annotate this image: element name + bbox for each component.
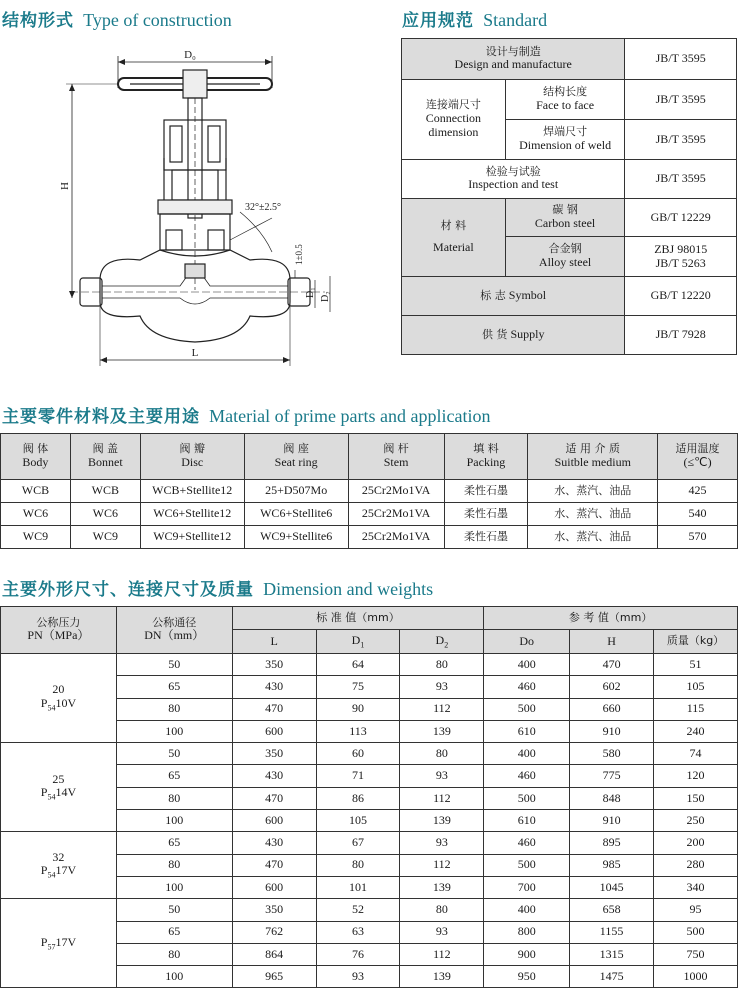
pn-code <box>3 697 114 713</box>
dimensions-title-en: Dimension and weights <box>263 579 434 599</box>
table-cell: 800 <box>484 921 570 943</box>
std-conn-cell <box>402 80 506 160</box>
pn-code-part: 57 <box>47 941 56 951</box>
table-cell: 60 <box>316 743 400 765</box>
table-cell: 1000 <box>654 966 738 988</box>
std-weld-cell <box>505 120 625 160</box>
pn-code-part: P <box>40 934 48 949</box>
table-cell: 139 <box>400 720 484 742</box>
table-cell: 90 <box>316 698 400 720</box>
table-row <box>1 654 738 676</box>
table-cell: 51 <box>654 654 738 676</box>
std-face-zh: 结构长度 <box>543 85 588 99</box>
std-alloy-val1: ZBJ 98015 <box>654 241 708 256</box>
label-l: L <box>191 347 199 359</box>
table-cell: 52 <box>316 899 400 921</box>
table-cell: 610 <box>484 720 570 742</box>
dim-col-h: H <box>570 630 654 654</box>
table-cell: 93 <box>400 765 484 787</box>
pn-group-cell <box>1 654 117 743</box>
mat-h-6 <box>528 434 658 480</box>
table-cell: 500 <box>484 854 570 876</box>
pn-code-part: 54 <box>47 870 56 880</box>
dimensions-header-row-1 <box>1 607 738 630</box>
std-design-val: JB/T 3595 <box>625 39 737 80</box>
std-symbol-val: GB/T 12220 <box>625 277 737 316</box>
table-cell: 470 <box>232 698 316 720</box>
table-row <box>1 480 738 503</box>
table-cell: WC9+Stellite12 <box>140 526 244 549</box>
std-carbon-en: Carbon steel <box>534 215 596 230</box>
table-cell: 700 <box>484 876 570 898</box>
mat-h-0-en: Body <box>22 454 49 469</box>
dim-col-d2 <box>400 630 484 654</box>
std-weld-val: JB/T 3595 <box>625 120 737 160</box>
mat-h-2-en: Disc <box>181 454 204 469</box>
table-cell: 50 <box>116 743 232 765</box>
std-symbol-cell <box>402 277 625 316</box>
table-cell: 80 <box>400 743 484 765</box>
table-cell: 350 <box>232 743 316 765</box>
std-conn-zh: 连接端尺寸 <box>425 98 481 112</box>
table-cell: 460 <box>484 676 570 698</box>
table-cell: 600 <box>232 810 316 832</box>
table-cell: 500 <box>654 921 738 943</box>
dim-col-l: L <box>232 630 316 654</box>
table-row <box>1 503 738 526</box>
table-cell: 65 <box>116 765 232 787</box>
std-symbol-en: Symbol <box>508 288 547 303</box>
table-cell: 25Cr2Mo1VA <box>348 503 444 526</box>
mat-h-5-en: Packing <box>466 454 506 469</box>
table-cell: 610 <box>484 810 570 832</box>
materials-title-zh: 主要零件材料及主要用途 <box>2 407 200 427</box>
table-cell: 80 <box>116 854 232 876</box>
label-d1: D₁ <box>305 287 316 298</box>
table-cell: 93 <box>400 676 484 698</box>
dim-h-pn-en: PN（MPa） <box>27 628 90 643</box>
table-cell: WC9+Stellite6 <box>244 526 348 549</box>
mat-h-0-zh: 阀 体 <box>22 442 49 456</box>
materials-header-row <box>1 434 738 480</box>
standard-title-en: Standard <box>483 10 548 30</box>
table-cell: WCB <box>1 480 71 503</box>
table-cell: 400 <box>484 743 570 765</box>
table-cell: 112 <box>400 943 484 965</box>
table-cell: 100 <box>116 876 232 898</box>
std-mat-cell <box>402 199 506 277</box>
mat-h-3-zh: 阀 座 <box>283 442 309 456</box>
table-cell: 93 <box>400 832 484 854</box>
pn-value: 25 <box>52 771 65 786</box>
pn-code-part: 54 <box>47 703 56 713</box>
table-cell: 50 <box>116 899 232 921</box>
table-cell: 580 <box>570 743 654 765</box>
table-cell: 柔性石墨 <box>444 526 528 549</box>
mat-h-1-zh: 阀 盖 <box>92 442 119 456</box>
dim-col-d1-main: D <box>351 632 361 647</box>
table-cell: 1475 <box>570 966 654 988</box>
table-cell: 76 <box>316 943 400 965</box>
std-mat-en: Material <box>433 239 474 254</box>
table-cell: 95 <box>654 899 738 921</box>
table-cell: 460 <box>484 832 570 854</box>
std-supply-val: JB/T 7928 <box>625 316 737 355</box>
dim-h-dn-zh: 公称通径 <box>152 615 197 629</box>
mat-h-2 <box>140 434 244 480</box>
std-design-cell <box>402 39 625 80</box>
table-row <box>1 526 738 549</box>
mat-h-0 <box>1 434 71 480</box>
table-cell: 750 <box>654 943 738 965</box>
mat-h-2-zh: 阀 瓣 <box>179 442 205 456</box>
table-cell: WC6+Stellite6 <box>244 503 348 526</box>
table-cell: 540 <box>658 503 738 526</box>
table-cell: 430 <box>232 765 316 787</box>
construction-title <box>2 6 232 31</box>
mat-h-7-en: (≤℃) <box>683 454 712 469</box>
mat-h-4-zh: 阀 杆 <box>383 442 409 456</box>
table-cell: WC6 <box>70 503 140 526</box>
dimensions-body <box>1 654 738 988</box>
table-row <box>1 832 738 854</box>
table-cell: 100 <box>116 966 232 988</box>
pn-code-part: 10V <box>55 696 77 711</box>
mat-h-3 <box>244 434 348 480</box>
table-cell: 67 <box>316 832 400 854</box>
table-cell: 75 <box>316 676 400 698</box>
std-alloy-en: Alloy steel <box>538 254 592 269</box>
mat-h-1-en: Bonnet <box>87 454 123 469</box>
table-cell: 80 <box>116 787 232 809</box>
dim-h-ref: 参 考 值（mm） <box>484 607 738 630</box>
table-cell: 340 <box>654 876 738 898</box>
table-cell: 25+D507Mo <box>244 480 348 503</box>
table-cell: 93 <box>400 921 484 943</box>
table-cell: 460 <box>484 765 570 787</box>
std-alloy-zh: 合金钢 <box>548 242 582 256</box>
table-cell: 660 <box>570 698 654 720</box>
table-cell: 425 <box>658 480 738 503</box>
pn-group-cell <box>1 899 117 988</box>
table-cell: 658 <box>570 899 654 921</box>
table-cell: 350 <box>232 654 316 676</box>
table-cell: 895 <box>570 832 654 854</box>
table-cell: 93 <box>316 966 400 988</box>
table-cell: 112 <box>400 854 484 876</box>
pn-group-cell <box>1 743 117 832</box>
std-alloy-val-cell <box>625 237 737 277</box>
pn-value: 20 <box>52 682 65 697</box>
table-cell: 150 <box>654 787 738 809</box>
dim-h-pn <box>1 607 117 654</box>
table-cell: 86 <box>316 787 400 809</box>
table-cell: 65 <box>116 676 232 698</box>
pn-code-part: 54 <box>47 792 56 802</box>
table-cell: 1155 <box>570 921 654 943</box>
pn-code <box>3 936 114 952</box>
pn-code <box>3 864 114 880</box>
pn-code-part: P <box>40 863 48 878</box>
dim-h-std: 标 准 值（mm） <box>232 607 484 630</box>
table-cell: 470 <box>232 787 316 809</box>
table-cell: 80 <box>116 943 232 965</box>
dim-col-d2-sub: 2 <box>444 640 449 650</box>
mat-h-6-zh: 适 用 介 质 <box>565 442 620 456</box>
table-cell: 1045 <box>570 876 654 898</box>
std-design-zh: 设计与制造 <box>485 44 541 58</box>
mat-h-6-en: Suitble medium <box>554 454 631 469</box>
table-cell: 280 <box>654 854 738 876</box>
dim-col-do: Do <box>484 630 570 654</box>
label-tolerance: 1±0.5 <box>294 244 304 265</box>
standard-title <box>402 6 547 31</box>
label-h: H <box>59 182 71 190</box>
mat-h-3-en: Seat ring <box>274 454 318 469</box>
mat-h-7 <box>658 434 738 480</box>
dim-h-dn-en: DN（mm） <box>144 628 205 643</box>
construction-title-zh: 结构形式 <box>2 11 74 31</box>
std-supply-cell <box>402 316 625 355</box>
table-cell: 900 <box>484 943 570 965</box>
std-supply-en: Supply <box>510 327 545 342</box>
table-cell: 430 <box>232 676 316 698</box>
table-cell: 水、蒸汽、油品 <box>528 503 658 526</box>
std-mat-zh: 材 料 <box>440 219 467 233</box>
table-cell: 113 <box>316 720 400 742</box>
table-cell: 105 <box>654 676 738 698</box>
table-cell: 602 <box>570 676 654 698</box>
label-d0: D₀ <box>184 49 196 61</box>
table-cell: 864 <box>232 943 316 965</box>
table-cell: 71 <box>316 765 400 787</box>
mat-h-1 <box>70 434 140 480</box>
table-cell: WC6 <box>1 503 71 526</box>
table-cell: 100 <box>116 720 232 742</box>
table-row <box>1 743 738 765</box>
table-cell: 101 <box>316 876 400 898</box>
mat-h-5-zh: 填 料 <box>473 442 499 456</box>
table-cell: WC6+Stellite12 <box>140 503 244 526</box>
mat-h-4 <box>348 434 444 480</box>
table-cell: 500 <box>484 787 570 809</box>
table-cell: 65 <box>116 832 232 854</box>
standard-title-zh: 应用规范 <box>402 11 474 31</box>
table-cell: 112 <box>400 698 484 720</box>
table-cell: 600 <box>232 720 316 742</box>
table-cell: 762 <box>232 921 316 943</box>
table-cell: 105 <box>316 810 400 832</box>
table-cell: 965 <box>232 966 316 988</box>
std-carbon-cell <box>505 199 625 237</box>
table-cell: WCB+Stellite12 <box>140 480 244 503</box>
std-supply-zh: 供 货 <box>481 328 508 342</box>
dim-col-d1 <box>316 630 400 654</box>
pn-code <box>3 786 114 802</box>
dimensions-table <box>0 606 738 988</box>
table-cell: 50 <box>116 654 232 676</box>
table-cell: 80 <box>316 854 400 876</box>
table-cell: 65 <box>116 921 232 943</box>
pn-code-part: P <box>40 696 48 711</box>
table-cell: 水、蒸汽、油品 <box>528 526 658 549</box>
dim-col-d1-sub: 1 <box>360 640 365 650</box>
mat-h-4-en: Stem <box>383 454 409 469</box>
std-symbol-zh: 标 志 <box>480 289 506 303</box>
dimensions-title <box>2 575 433 600</box>
table-cell: 63 <box>316 921 400 943</box>
construction-title-en: Type of construction <box>83 10 232 30</box>
materials-table <box>0 433 738 549</box>
table-cell: 水、蒸汽、油品 <box>528 480 658 503</box>
table-cell: 470 <box>232 854 316 876</box>
mat-h-7-zh: 适用温度 <box>675 442 720 456</box>
materials-body <box>1 480 738 549</box>
label-d2: D₂ <box>320 291 331 302</box>
table-cell: WCB <box>70 480 140 503</box>
std-face-cell <box>505 80 625 120</box>
table-cell: 柔性石墨 <box>444 503 528 526</box>
std-face-en: Face to face <box>536 97 595 112</box>
valve-construction-diagram <box>40 40 340 370</box>
materials-title <box>2 402 491 427</box>
std-conn-en1: Connection <box>425 111 482 126</box>
table-cell: 25Cr2Mo1VA <box>348 480 444 503</box>
table-cell: 240 <box>654 720 738 742</box>
label-angle: 32°±2.5° <box>245 202 281 213</box>
table-cell: 74 <box>654 743 738 765</box>
dim-col-weight: 质量（kg） <box>654 630 738 654</box>
std-insp-zh: 检验与试验 <box>485 164 541 178</box>
std-design-en: Design and manufacture <box>454 57 572 72</box>
std-weld-en: Dimension of weld <box>519 137 612 152</box>
table-cell: 80 <box>116 698 232 720</box>
table-cell: 1315 <box>570 943 654 965</box>
pn-code-part: 14V <box>55 785 77 800</box>
pn-code-part: 17V <box>55 863 77 878</box>
table-cell: 139 <box>400 876 484 898</box>
dim-col-d2-main: D <box>435 632 445 647</box>
table-cell: 430 <box>232 832 316 854</box>
table-cell: 910 <box>570 810 654 832</box>
standard-table <box>401 38 737 355</box>
table-cell: 139 <box>400 966 484 988</box>
table-cell: 500 <box>484 698 570 720</box>
table-cell: 112 <box>400 787 484 809</box>
table-cell: 470 <box>570 654 654 676</box>
table-row <box>1 899 738 921</box>
std-alloy-cell <box>505 237 625 277</box>
table-cell: 910 <box>570 720 654 742</box>
table-cell: 400 <box>484 899 570 921</box>
pn-value: 32 <box>52 849 65 864</box>
pn-code-part: 17V <box>55 934 77 949</box>
table-cell: 775 <box>570 765 654 787</box>
std-alloy-val2: JB/T 5263 <box>655 255 706 270</box>
table-cell: 985 <box>570 854 654 876</box>
table-cell: 25Cr2Mo1VA <box>348 526 444 549</box>
std-weld-zh: 焊端尺寸 <box>543 125 588 139</box>
std-insp-en: Inspection and test <box>468 177 559 192</box>
table-cell: WC9 <box>1 526 71 549</box>
table-cell: 200 <box>654 832 738 854</box>
table-cell: WC9 <box>70 526 140 549</box>
dimensions-title-zh: 主要外形尺寸、连接尺寸及质量 <box>2 580 254 600</box>
std-conn-en2: dimension <box>428 124 479 139</box>
table-cell: 64 <box>316 654 400 676</box>
std-carbon-zh: 碳 钢 <box>552 203 578 217</box>
mat-h-5 <box>444 434 528 480</box>
table-cell: 100 <box>116 810 232 832</box>
table-cell: 柔性石墨 <box>444 480 528 503</box>
std-insp-val: JB/T 3595 <box>625 160 737 199</box>
table-cell: 250 <box>654 810 738 832</box>
pn-code-part: P <box>40 785 48 800</box>
table-cell: 600 <box>232 876 316 898</box>
std-carbon-val: GB/T 12229 <box>625 199 737 237</box>
table-cell: 848 <box>570 787 654 809</box>
materials-title-en: Material of prime parts and application <box>209 406 491 426</box>
table-cell: 115 <box>654 698 738 720</box>
table-cell: 80 <box>400 654 484 676</box>
table-cell: 950 <box>484 966 570 988</box>
dim-h-dn <box>116 607 232 654</box>
table-cell: 400 <box>484 654 570 676</box>
table-cell: 80 <box>400 899 484 921</box>
std-face-val: JB/T 3595 <box>625 80 737 120</box>
table-cell: 120 <box>654 765 738 787</box>
std-insp-cell <box>402 160 625 199</box>
table-cell: 139 <box>400 810 484 832</box>
dim-h-pn-zh: 公称压力 <box>36 615 81 629</box>
table-cell: 570 <box>658 526 738 549</box>
pn-group-cell <box>1 832 117 899</box>
table-cell: 350 <box>232 899 316 921</box>
